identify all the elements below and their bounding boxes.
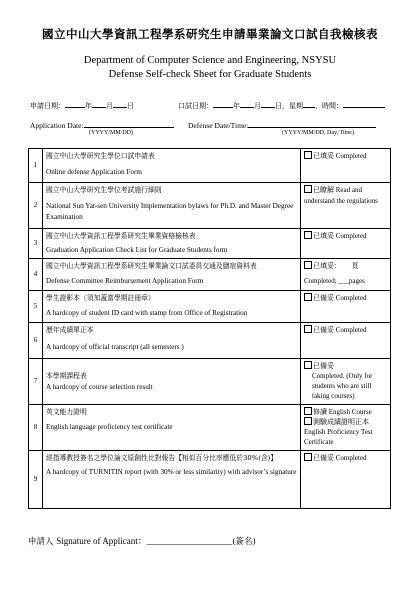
checkbox[interactable] [304, 325, 312, 333]
status-label: 已瞭解 Read and understand the regulations [304, 186, 378, 205]
defense-date-zh [178, 100, 385, 111]
year-label: 年 [85, 102, 92, 110]
status-label: 測驗成績證明正本 [313, 418, 369, 426]
signature-label-en: Signature of Applicant： [56, 536, 147, 546]
item-description [43, 405, 301, 451]
day-label: 日 [127, 102, 134, 110]
item-title-zh: 歷年成績單正本 [46, 326, 94, 334]
item-title-en: A hardcopy of official transcript (all semesters ) [46, 343, 184, 351]
status-label: 已填妥 Completed [313, 232, 367, 240]
application-date-en [30, 120, 174, 130]
item-description [43, 291, 301, 323]
status-pages-label: Completed; ___pages [304, 277, 365, 285]
item-title-zh: 國立中山大學資訊工程學系研究生畢業論文口試委員交通及膳宿資料表 [46, 262, 257, 270]
item-title-en: A hardcopy of student ID card with stamp from Office of Registration [46, 309, 248, 317]
application-date-blank[interactable] [84, 120, 174, 128]
item-number: 5 [29, 291, 43, 323]
time-label: ，時間： [315, 102, 343, 110]
table-row [29, 405, 391, 451]
form-title-en-line2: Defense Self-check Sheet for Graduate Students [108, 69, 312, 80]
item-number: 4 [29, 259, 43, 291]
item-status [301, 359, 391, 405]
application-date-format: (YYYY/MM/DD) [89, 130, 133, 136]
item-description [43, 323, 301, 359]
item-status [301, 451, 391, 509]
item-title-zh: 經指導教授簽名之學位論文原創性比對報告【相似百分比率應低於30%(含)】 [46, 454, 278, 462]
weekday-blank[interactable] [303, 100, 315, 108]
item-description [43, 451, 301, 509]
item-description [43, 229, 301, 259]
table-row [29, 183, 391, 229]
month-label: 月 [106, 102, 113, 110]
item-status [301, 405, 391, 451]
application-date-zh [30, 100, 134, 111]
checkbox[interactable] [304, 417, 312, 425]
status-label: 已備妥 [313, 362, 334, 370]
defense-date-en [188, 120, 376, 130]
table-row [29, 291, 391, 323]
defense-year-label: 年 [233, 102, 240, 110]
defense-date-label-zh: 口試日期： [178, 102, 213, 110]
item-title-en: Defense Committee Reimbursement Application Form [46, 277, 204, 285]
checkbox[interactable] [304, 407, 312, 415]
table-row [29, 259, 391, 291]
defense-month-label: 月 [254, 102, 261, 110]
item-status [301, 259, 391, 291]
table-row [29, 149, 391, 183]
form-title-en-line1: Department of Computer Science and Engineering, NSYSU [83, 55, 337, 66]
form-title-zh: 國立中山大學資訊工程學系研究生申請畢業論文口試自我檢核表 [42, 27, 378, 41]
applicant-signature [28, 534, 256, 547]
item-number: 7 [29, 359, 43, 405]
item-status [301, 149, 391, 183]
item-number: 9 [29, 451, 43, 509]
table-row [29, 323, 391, 359]
table-row [29, 359, 391, 405]
checkbox[interactable] [304, 293, 312, 301]
item-title-zh: 國立中山大學研究生學位口試申請表 [46, 152, 155, 160]
defense-date-label-en: Defense Date/Time: [188, 121, 249, 130]
weekday-label: ，星期 [282, 102, 303, 110]
item-title-zh: 國立中山大學資訊工程學系研究生畢業資格檢核表 [46, 232, 196, 240]
defense-day-blank[interactable] [261, 100, 275, 108]
item-number: 8 [29, 405, 43, 451]
item-status [301, 183, 391, 229]
item-number: 3 [29, 229, 43, 259]
item-description [43, 183, 301, 229]
item-title-en: A hardcopy of TURNITIN report (with 30% or less similarity) with advisor’s signature [46, 468, 297, 476]
signature-suffix: (簽名) [232, 537, 256, 547]
item-title-en: Online defense Application Form [46, 168, 143, 176]
defense-month-blank[interactable] [240, 100, 254, 108]
table-row [29, 229, 391, 259]
checklist-table [28, 148, 391, 509]
time-blank[interactable] [343, 100, 385, 108]
item-title-zh: 學生證影本（須加蓋當學期註冊章） [46, 294, 155, 302]
item-number: 6 [29, 323, 43, 359]
status-note: English Proficiency Test Certificate [304, 428, 373, 446]
defense-date-blank[interactable] [248, 120, 376, 128]
year-blank[interactable] [65, 100, 85, 108]
status-label: 已填妥 Completed [313, 152, 367, 160]
signature-label-zh: 申請人 [28, 537, 54, 547]
item-number: 2 [29, 183, 43, 229]
status-label: 已填妥： 頁 [313, 262, 359, 270]
item-title-zh: 英文能力證明 [46, 408, 87, 416]
defense-year-blank[interactable] [213, 100, 233, 108]
status-note: Completed. (Only for students who are still taking courses) [312, 372, 373, 400]
defense-day-label: 日 [275, 102, 282, 110]
item-status [301, 323, 391, 359]
item-status [301, 291, 391, 323]
item-description [43, 149, 301, 183]
item-title-en: Graduation Application Check List for Graduate Students form [46, 246, 228, 254]
status-label: 已備妥 Completed [313, 326, 367, 334]
item-title-en: A hardcopy of course selection result [46, 382, 153, 391]
signature-line[interactable]: ___________________ [146, 536, 233, 546]
item-status [301, 229, 391, 259]
item-description [43, 359, 301, 405]
item-description [43, 259, 301, 291]
checkbox[interactable] [304, 361, 312, 369]
application-date-label-en: Application Date: [30, 121, 84, 130]
day-blank[interactable] [113, 100, 127, 108]
item-title-zh: 國立中山大學研究生學位考試施行細則 [46, 186, 162, 194]
item-title-zh: 本學期課程表 [46, 371, 87, 380]
checkbox[interactable] [304, 231, 312, 239]
month-blank[interactable] [92, 100, 106, 108]
status-label: 已備妥 Completed [313, 454, 367, 462]
checkbox[interactable] [304, 151, 312, 159]
item-title-en: National Sun Yat-sen University Implementation bylaws for Ph.D. and Master Degree Examination [46, 202, 294, 221]
item-number: 1 [29, 149, 43, 183]
checkbox[interactable] [304, 185, 312, 193]
defense-date-format: (YYYY/MM/DD, Day, Time) [282, 130, 354, 136]
status-label: 已備妥 Completed [313, 294, 367, 302]
item-title-en: English language proficiency test certificate [46, 423, 173, 431]
checkbox[interactable] [304, 261, 312, 269]
application-date-label-zh: 申請日期： [30, 102, 65, 110]
table-row [29, 451, 391, 509]
status-label: 修讀 English Course [313, 408, 372, 416]
checkbox[interactable] [304, 453, 312, 461]
